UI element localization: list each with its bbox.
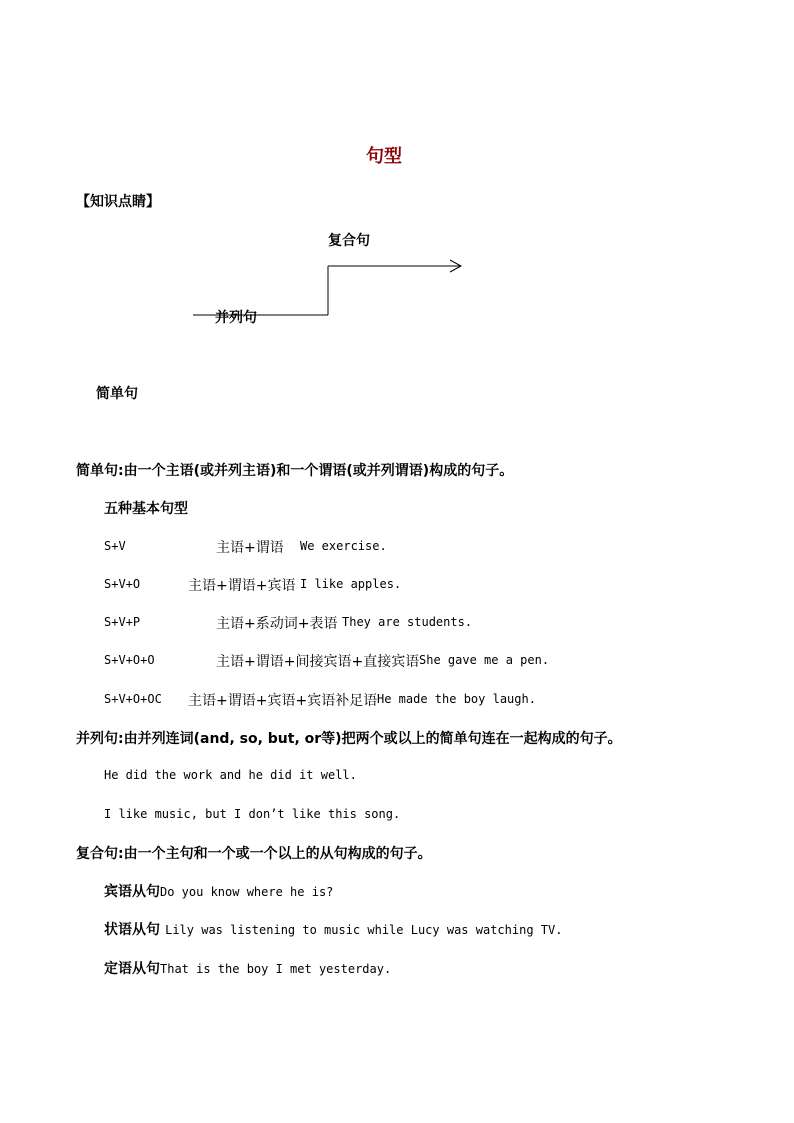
simple-definition-label: 简单句: — [76, 463, 124, 479]
page-title: 句型 — [366, 146, 402, 167]
pattern-formula: S+V+P — [104, 615, 141, 629]
clause-example: Lily was listening to music while Lucy was watching TV. — [165, 923, 563, 937]
diagram-simple-label: 简单句 — [96, 386, 138, 402]
sentence-type-diagram — [0, 0, 794, 420]
clause-type: 定语从句 — [104, 961, 160, 977]
pattern-meaning: 主语+谓语+宾语+宾语补足语 — [188, 693, 378, 709]
diagram-complex-label: 复合句 — [328, 233, 370, 249]
pattern-example: He made the boy laugh. — [377, 692, 536, 706]
pattern-meaning: 主语+系动词+表语 — [216, 616, 338, 632]
diagram-compound-label: 并列句 — [215, 310, 257, 326]
pattern-meaning: 主语+谓语+宾语 — [188, 578, 296, 594]
complex-definition-label: 复合句: — [76, 846, 124, 862]
complex-definition — [76, 843, 432, 863]
pattern-meaning: 主语+谓语 — [216, 540, 284, 556]
compound-definition-label: 并列句: — [76, 731, 124, 747]
pattern-formula: S+V+O+OC — [104, 692, 162, 706]
pattern-example: I like apples. — [300, 577, 402, 591]
simple-definition — [76, 460, 513, 480]
knowledge-label: 【知识点睛】 — [76, 194, 160, 210]
pattern-formula: S+V+O — [104, 577, 141, 591]
pattern-example: She gave me a pen. — [419, 653, 550, 667]
clause-row — [104, 958, 391, 978]
five-patterns-title: 五种基本句型 — [104, 501, 188, 517]
clause-example: Do you know where he is? — [160, 885, 334, 899]
clause-example: That is the boy I met yesterday. — [160, 962, 392, 976]
compound-definition-text: 由并列连词(and, so, but, or等)把两个或以上的简单句连在一起构成的句子。 — [123, 731, 622, 747]
compound-example: I like music, but I don’t like this song. — [104, 807, 401, 821]
compound-definition — [76, 728, 622, 748]
clause-type: 状语从句 — [104, 922, 160, 938]
clause-type: 宾语从句 — [104, 884, 160, 900]
complex-definition-text: 由一个主句和一个或一个以上的从句构成的句子。 — [123, 846, 432, 862]
clause-row — [104, 919, 562, 939]
pattern-example: We exercise. — [300, 539, 387, 553]
pattern-meaning: 主语+谓语+间接宾语+直接宾语 — [216, 654, 420, 670]
clause-row — [104, 881, 333, 901]
compound-example: He did the work and he did it well. — [104, 768, 357, 782]
pattern-example: They are students. — [342, 615, 473, 629]
pattern-formula: S+V+O+O — [104, 653, 155, 667]
pattern-formula: S+V — [104, 539, 126, 553]
simple-definition-text: 由一个主语(或并列主语)和一个谓语(或并列谓语)构成的句子。 — [123, 463, 514, 479]
